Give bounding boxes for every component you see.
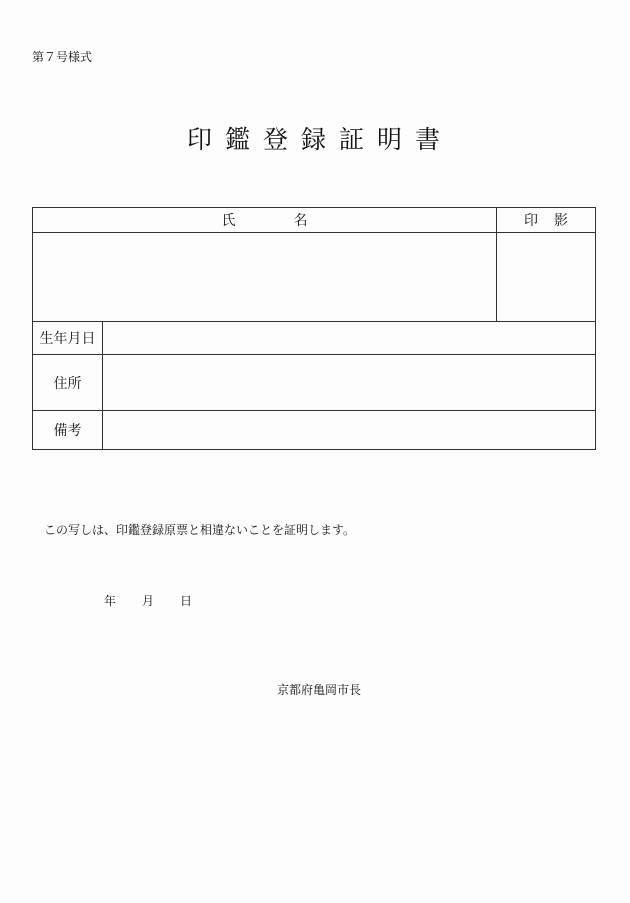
issue-date	[104, 592, 192, 609]
name-header	[33, 208, 497, 233]
certificate-table	[32, 207, 596, 450]
name-header-char-1: 氏	[221, 213, 236, 230]
address-label: 住所	[33, 354, 103, 411]
dob-value-cell	[103, 322, 596, 354]
seal-impression-cell	[497, 233, 596, 322]
day-label: 日	[180, 594, 193, 608]
page-title: 印鑑登録証明書	[186, 125, 453, 154]
seal-header-char-2: 影	[554, 213, 568, 230]
certification-statement: この写しは、印鑑登録原票と相違ないことを証明します。	[44, 523, 356, 537]
seal-header-char-1: 印	[524, 213, 538, 230]
month-label: 月	[142, 594, 155, 608]
remarks-value-cell	[103, 411, 596, 450]
issuer-name: 京都府亀岡市長	[277, 683, 362, 697]
dob-label: 生年月日	[33, 322, 103, 354]
year-label: 年	[104, 594, 117, 608]
form-number: 第７号様式	[32, 50, 93, 64]
name-header-char-2: 名	[293, 213, 308, 230]
remarks-label: 備考	[33, 411, 103, 450]
seal-header	[497, 208, 596, 233]
address-value-cell	[103, 354, 596, 411]
name-value-cell	[33, 233, 497, 322]
